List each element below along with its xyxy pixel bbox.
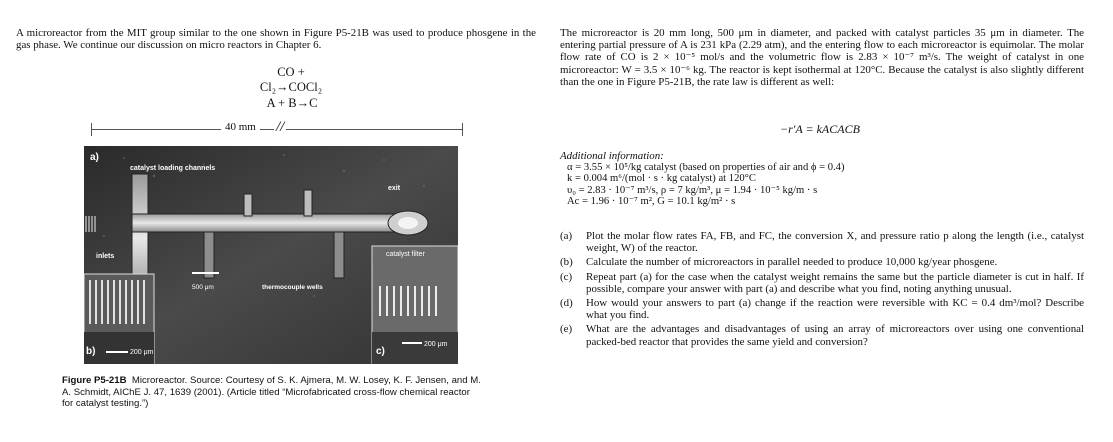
scale-bar <box>91 121 463 143</box>
panel-b-label: b) <box>86 346 96 357</box>
break-mark: // <box>276 119 285 135</box>
question-e: (e) What are the advantages and disadvantages of using an array of microreactors over using one conventional packed-bed reactor that provides the same yield and conversion? <box>560 323 1084 348</box>
rate-law: −r′A = kACACB <box>780 122 860 136</box>
scale-200-b-label: 200 μm <box>130 349 154 356</box>
param-alpha: α = 3.55 × 10⁵/kg catalyst (based on properties of air and ϕ = 0.4) <box>567 162 845 173</box>
param-area: Ac = 1.96 · 10⁻⁷ m², G = 10.1 kg/m² · s <box>567 196 736 208</box>
scale-200-c-label: 200 μm <box>424 341 448 348</box>
question-a: (a) Plot the molar flow rates FA, FB, and FC, the conversion X, and pressure ratio p along the length (i.e., catalyst weight, W) of the reactor. <box>560 230 1084 255</box>
microreactor-figure <box>84 146 458 364</box>
equation-generic: A + B→C <box>266 96 318 110</box>
param-k: k = 0.004 m⁶/(mol · s · kg catalyst) at 120°C <box>567 173 756 185</box>
scale-500-label: 500 μm <box>192 284 214 291</box>
panel-c-label: c) <box>376 346 385 357</box>
scale-label: 40 mm <box>221 121 260 133</box>
param-flow: υ₀ = 2.83 · 10⁻⁷ m³/s, ρ = 7 kg/m³, μ = 1.94 · 10⁻⁵ kg/m · s <box>567 184 818 196</box>
intro-paragraph: A microreactor from the MIT group similar to the one shown in Figure P5-21B was used to produce phosgene in the gas phase. We continue our discussion on micro reactors in Chapter 6. <box>16 27 536 52</box>
thermocouple-label: thermocouple wells <box>262 284 323 291</box>
caption-text: Microreactor. Source: Courtesy of S. K. Ajmera, M. W. Losey, K. F. Jensen, and M. A. Schmidt, AIChE J. 47, 1639 (2001). (Article titled “Microfabricated cross-flow chemical reactor for catalyst testing.”) <box>62 375 481 410</box>
question-list <box>560 230 1084 350</box>
reactor-description: The microreactor is 20 mm long, 500 μm in diameter, and packed with catalyst particles 35 μm in diameter. The entering partial pressure of A is 231 kPa (2.29 atm), and the entering flow to each microreactor is equimolar. The molar flow rate of CO is 2 × 10⁻⁵ mol/s and the volumetric flow is 2.83 × 10⁻⁷ m³/s. The weight of catalyst in one microreactor: W = 3.5 × 10⁻⁶ kg. The reactor is kept isothermal at 120°C. Because the catalyst is also slightly different than the one in Figure P5-21B, the rate law is different as well: <box>560 27 1084 88</box>
exit-label: exit <box>388 185 401 192</box>
question-d: (d) How would your answers to part (a) change if the reaction were reversible with KC = 0.4 dm³/mol? Describe what you find. <box>560 297 1084 322</box>
catalyst-loading-label: catalyst loading channels <box>130 165 216 172</box>
question-b: (b) Calculate the number of microreactors in parallel needed to produce 10,000 kg/year phosgene. <box>560 256 998 269</box>
caption-title: Figure P5-21B <box>62 375 127 386</box>
parameter-list <box>567 162 845 208</box>
additional-info-heading: Additional information: <box>560 150 664 162</box>
figure-caption <box>62 375 482 410</box>
inlets-label: inlets <box>96 253 115 260</box>
equation-phosgene: CO + Cl₂→COCl₂ <box>259 65 323 94</box>
panel-a-label: a) <box>90 152 99 163</box>
question-c: (c) Repeat part (a) for the case when the catalyst weight remains the same but the particle diameter is cut in half. If possible, compare your answer with part (a) and describe what you find, noting anything unusual. <box>560 270 1084 295</box>
catalyst-filter-label: catalyst filter <box>386 251 425 258</box>
